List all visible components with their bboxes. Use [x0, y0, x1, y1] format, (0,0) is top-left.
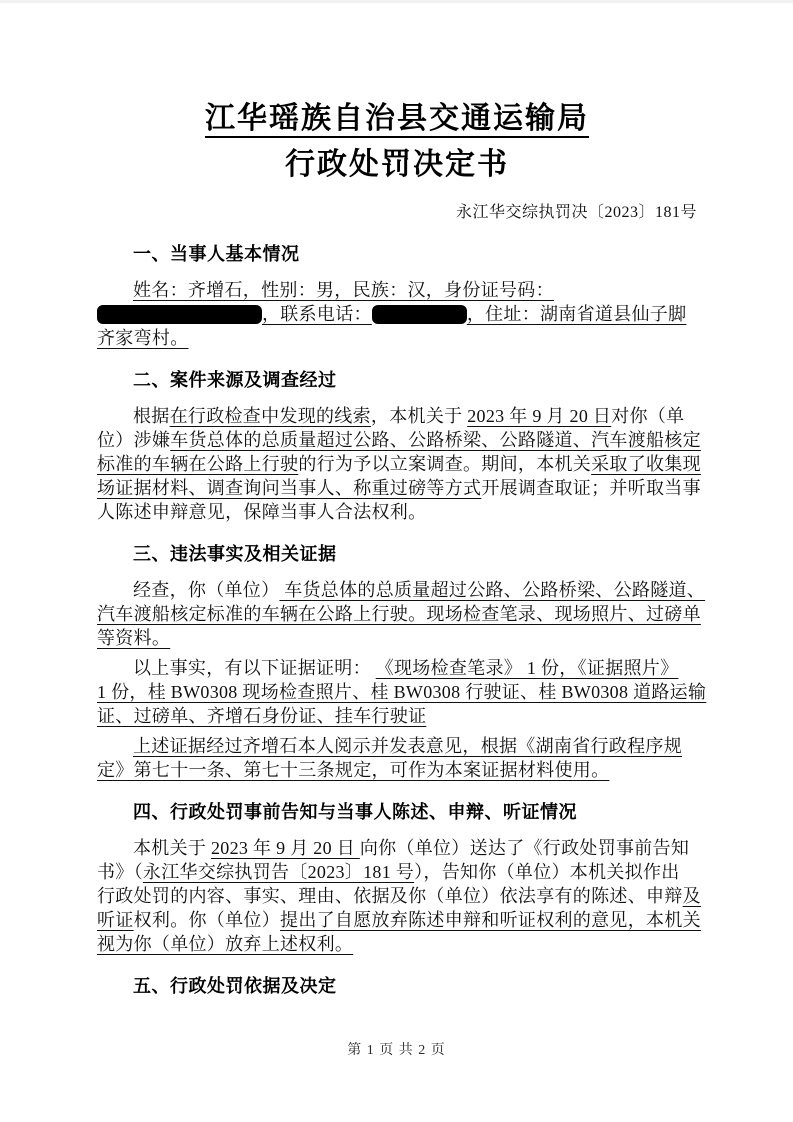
- section-heading: 三、违法事实及相关证据: [133, 544, 337, 564]
- text-line: [97, 578, 706, 602]
- text-run: 定》第七十一条、第七十三条规定，可作为本案证据材料使用。: [97, 760, 610, 780]
- text-line: [97, 428, 701, 452]
- document-title-line2: 行政处罚决定书: [285, 148, 509, 181]
- paragraph: [97, 836, 701, 956]
- redaction-bar: [97, 305, 262, 324]
- text-run: 经查，你（单位）: [133, 580, 280, 600]
- section-heading: 五、行政处罚依据及决定: [133, 976, 337, 996]
- paragraph: [97, 278, 697, 350]
- text-line: [97, 404, 697, 428]
- text-line: [97, 932, 697, 956]
- text-run: 汽车渡船核定标准的车辆在公路上行驶。现场检查笔录、现场照片、过磅单: [97, 604, 701, 624]
- redaction-bar: [372, 305, 467, 324]
- text-line: [97, 680, 707, 704]
- text-run: 对你（单: [611, 406, 685, 426]
- text-run: 根据: [133, 406, 170, 426]
- text-run: 行政处罚的内容、事实、理由、依据及你（单位）依法享有的陈述、申辩: [97, 886, 683, 906]
- text-line: [97, 476, 701, 500]
- text-run: 听证: [97, 910, 134, 930]
- text-run: 在行政检查中发现的线索: [169, 406, 371, 426]
- text-line: [97, 326, 697, 350]
- text-line: [97, 734, 697, 758]
- text-run: 标准的车辆在公路上行驶: [97, 454, 299, 474]
- section-heading: 一、当事人基本情况: [133, 244, 300, 264]
- text-run: ，住址：湖南省道县仙子脚: [466, 304, 687, 324]
- text-run: 等资料。: [97, 628, 171, 648]
- text-run: ，联系电话：: [262, 304, 372, 324]
- text-run: 向你（单位）送达了《行政处罚事前告知: [359, 838, 690, 858]
- document-title-line1-text: 江华瑶族自治县交通运输局: [205, 102, 589, 138]
- text-run: 场证据材料、调查询问当事人、称重过磅等方式: [97, 478, 482, 498]
- paragraph: [97, 404, 701, 524]
- text-line: [97, 884, 701, 908]
- text-line: [97, 452, 701, 476]
- text-run: 齐家弯村。: [97, 328, 189, 348]
- text-line: [97, 704, 697, 728]
- text-run: 姓名：齐增石，性别：男，民族：汉，身份证号码：: [133, 280, 554, 300]
- paragraph: [97, 578, 706, 650]
- text-run: 开展调查取证；并听取当事: [481, 478, 701, 498]
- document-title-line1: [97, 96, 697, 142]
- document-number: 永江华交综执罚决〔2023〕181号: [455, 204, 697, 221]
- text-run: 提出了自愿放弃陈述申辩和听证权利的意见，本机关: [280, 910, 701, 930]
- section-heading: 四、行政处罚事前告知与当事人陈述、申辩、听证情况: [133, 802, 577, 822]
- text-run: 以上事实，有以下证据证明：: [133, 658, 376, 678]
- text-run: 人陈述申辩意见，保障当事人合法权利。: [97, 502, 427, 522]
- text-run: 的行为予以立案调查。期间，本机关: [298, 454, 592, 474]
- text-run: 《现场检查笔录》 1 份，《证据照片》: [375, 658, 679, 678]
- paragraph: [97, 656, 707, 728]
- text-run: 1 份，桂 BW0308 现场检查照片、桂 BW0308 行驶证、桂 BW0308 道路运输: [97, 682, 707, 702]
- text-run: 2023 年 9 月 20 日: [467, 406, 612, 426]
- text-run: 证、过磅单、齐增石身份证、挂车行驶证: [97, 706, 427, 726]
- document-body: [97, 3, 707, 1010]
- text-line: [97, 656, 697, 680]
- text-line: [97, 758, 697, 782]
- text-line: [97, 500, 697, 524]
- text-run: 书》（: [97, 862, 143, 882]
- sections: [97, 242, 707, 998]
- paragraph: [97, 734, 697, 782]
- text-run: ），告知你（单位）本机关拟作出: [414, 862, 680, 882]
- text-run: 采取了收集现: [591, 454, 701, 474]
- text-run: 本机关于: [133, 838, 211, 858]
- text-run: 车货总体的总质量超过公路、公路桥梁、公路隧道、汽车渡船核定: [170, 430, 701, 450]
- text-run: 视为你（单位）放弃上述权利。: [97, 934, 354, 954]
- text-line: [97, 860, 697, 884]
- text-run: 2023 年 9 月 20 日: [211, 838, 360, 858]
- text-line: [97, 278, 697, 302]
- page-footer: 第 1 页 共 2 页: [347, 1043, 446, 1058]
- text-line: [97, 302, 697, 326]
- text-run: 权利。你（单位）: [133, 910, 281, 930]
- text-run: 上述证据经过齐增石本人阅示并发表意见，根据《湖南省行政程序规: [133, 736, 682, 756]
- text-line: [97, 908, 701, 932]
- text-run: 车货总体的总质量超过公路、公路桥梁、公路隧道、: [279, 580, 706, 600]
- text-line: [97, 602, 701, 626]
- section-heading: 二、案件来源及调查经过: [133, 370, 337, 390]
- text-run: 位）涉嫌: [97, 430, 171, 450]
- text-run: ，本机关于: [370, 406, 468, 426]
- text-run: 及: [682, 886, 701, 906]
- text-run: 永江华交综执罚告〔2023〕181 号: [142, 862, 415, 882]
- text-line: [97, 836, 697, 860]
- text-line: [97, 626, 697, 650]
